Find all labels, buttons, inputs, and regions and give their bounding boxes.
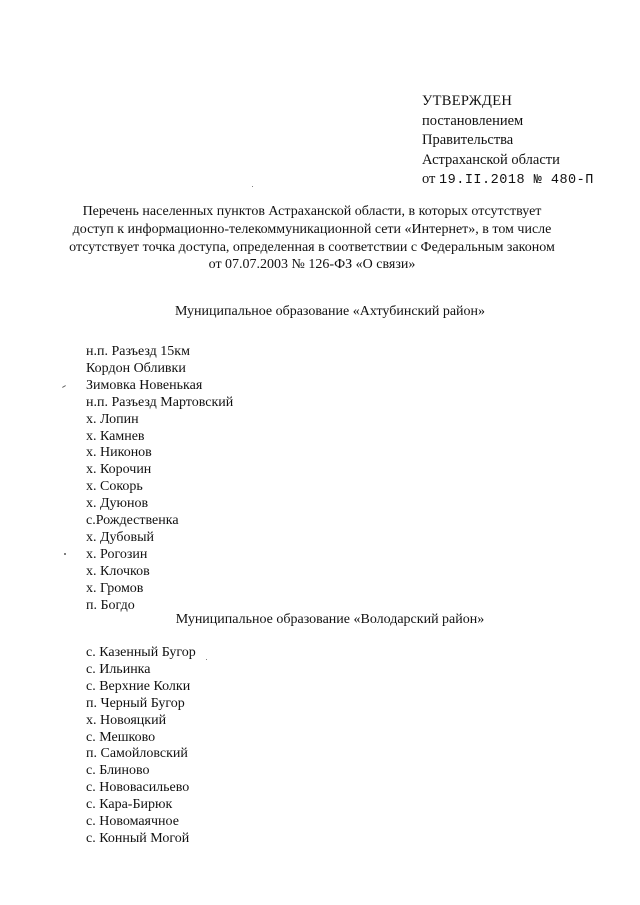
list-item: Зимовка Новенькая	[86, 377, 203, 393]
list-item: н.п. Разъезд Мартовский	[86, 394, 234, 410]
settlement-list-volodarsky	[86, 645, 196, 848]
list-item: с. Казенный Бугор	[86, 645, 196, 660]
list-item: с. Новомаячное	[86, 814, 179, 830]
approval-title: УТВЕРЖДЕН	[422, 93, 513, 109]
approval-block	[422, 92, 594, 191]
list-item: х. Сокорь	[86, 479, 143, 495]
section-heading-akhtubinsky: Муниципальное образование «Ахтубинский район»	[174, 304, 486, 319]
list-item: Кордон Обливки	[86, 360, 186, 376]
list-item: с. Мешково	[86, 729, 156, 745]
list-item: х. Лопин	[86, 411, 139, 427]
list-item: х. Новояцкий	[86, 712, 167, 728]
approval-date-number: 19.II.2018 № 480-П	[439, 173, 594, 188]
list-item: с. Нововасильево	[86, 780, 190, 796]
approval-date-line	[422, 170, 594, 191]
list-item: х. Никонов	[86, 445, 152, 461]
list-item: х. Камнев	[86, 428, 145, 444]
document-title: Перечень населенных пунктов Астраханской области, в которых отсутствует доступ к информационно-телекоммуникационной сети «Интернет», в том числе отсутствует точка доступа, определенная в соответствии с Федеральным законом от 07.07.2003 № 126-ФЗ «О связи»	[69, 204, 555, 273]
scan-mark	[64, 553, 66, 555]
scan-mark	[62, 385, 66, 388]
list-item: х. Дуюнов	[86, 496, 149, 512]
list-item: п. Самойловский	[86, 746, 188, 762]
list-item: п. Черный Бугор	[86, 695, 185, 711]
section-heading-volodarsky: Муниципальное образование «Володарский район»	[175, 612, 485, 627]
list-item: с. Верхние Колки	[86, 678, 191, 694]
approval-line-government: Правительства	[422, 132, 514, 148]
approval-date-prefix: от	[422, 171, 436, 187]
list-item: х. Дубовый	[86, 529, 154, 545]
settlement-list-akhtubinsky	[86, 344, 233, 615]
list-item: х. Клочков	[86, 563, 150, 579]
list-item: н.п. Разъезд 15км	[86, 344, 190, 359]
list-item: п. Богдо	[86, 597, 135, 613]
list-item: с. Блиново	[86, 763, 150, 779]
approval-line-resolution: постановлением	[422, 112, 524, 129]
list-item: с. Ильинка	[86, 661, 151, 677]
list-item: х. Рогозин	[86, 546, 148, 562]
scan-mark	[252, 186, 253, 187]
approval-line-region: Астраханской области	[422, 151, 560, 168]
list-item: х. Корочин	[86, 462, 152, 478]
list-item: с. Конный Могой	[86, 830, 190, 846]
list-item: с.Рождественка	[86, 513, 179, 529]
scan-mark	[206, 659, 207, 660]
list-item: х. Громов	[86, 580, 144, 596]
list-item: с. Кара-Бирюк	[86, 797, 173, 813]
